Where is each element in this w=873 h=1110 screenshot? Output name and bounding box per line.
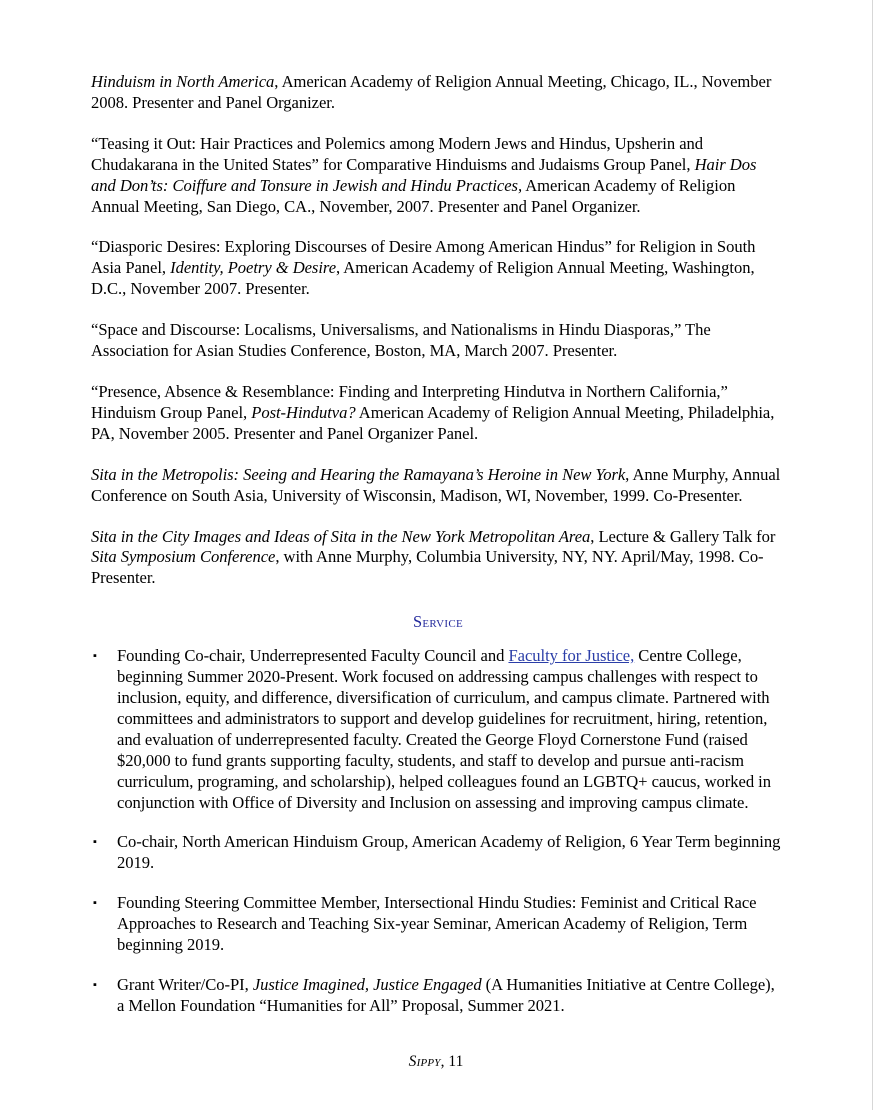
service-grant-writer-co-pi-run-0: Grant Writer/Co-PI, bbox=[117, 975, 253, 994]
service-grant-writer-co-pi-text bbox=[117, 975, 775, 1015]
service-founding-co-chair-text bbox=[117, 646, 771, 811]
presentation-sita-in-the-city-run-0: Sita in the City Images and Ideas of Sita in the New York Metropolitan Area bbox=[91, 526, 591, 546]
presentation-hinduism-north-america-run-1: , American Academy of Religion Annual Meeting, Chicago, IL., November 2008. Presenter and Panel Organizer. bbox=[91, 72, 772, 112]
service-founding-steering-committee-member-run-0: Founding Steering Committee Member, Intersectional Hindu Studies: Feminist and Critical Race Approaches to Research and Teaching Six-year Seminar, American Academy of Religion, Term beginning 2019. bbox=[117, 893, 757, 955]
bullet-marker-icon: ▪ bbox=[93, 650, 97, 663]
service-founding-co-chair-run-2: Centre College, beginning Summer 2020-Present. Work focused on addressing campus challenges with respect to inclusion, equity, and difference, diversification of curriculum, and campus climate. Partnered with committees and administrators to support and develop guidelines for recruitment, hiring, retention, and evaluation of underrepresented faculty. Created the George Floyd Cornerstone Fund (raised $20,000 to fund grants supporting faculty, students, and staff to develop and pursue anti-racism curriculum, programing, and scholarship), helped colleagues found an LGBTQ+ caucus, worked in conjunction with Office of Diversity and Inclusion on assessing and improving campus climate. bbox=[117, 646, 771, 812]
service-founding-co-chair-link[interactable]: Faculty for Justice, bbox=[508, 646, 635, 666]
presentation-diasporic-desires bbox=[91, 237, 785, 300]
presentation-space-and-discourse bbox=[91, 320, 785, 362]
presentation-teasing-it-out-run-1: Hair Dos and Don’ts: Coiffure and Tonsure in Jewish and Hindu Practices, bbox=[91, 154, 757, 195]
presentation-space-and-discourse-run-1: , bbox=[669, 320, 674, 340]
presentation-space-and-discourse-run-0: “Space and Discourse: Localisms, Universalisms, and Nationalisms in Hindu Diasporas bbox=[91, 320, 670, 340]
service-grant-writer-co-pi-run-1: Justice Imagined, Justice Engaged bbox=[252, 975, 482, 994]
presentation-sita-in-the-metropolis bbox=[91, 465, 785, 507]
presentation-diasporic-desires-run-2: , American Academy of Religion Annual Meeting, Washington, D.C., November 2007. Presenter. bbox=[91, 258, 755, 299]
document-body bbox=[91, 72, 785, 1017]
presentation-presence-absence-resemblance-run-0: “Presence, Absence & Resemblance: Finding and Interpreting Hindutva in Northern California,” Hinduism Group Panel, bbox=[91, 381, 728, 422]
presentation-presence-absence-resemblance-run-1: Post-Hindutva? bbox=[251, 402, 356, 422]
presentation-sita-in-the-metropolis-run-1: , Anne Murphy, Annual Conference on South Asia, University of Wisconsin, Madison, WI, November, 1999. Co-Presenter. bbox=[91, 464, 781, 505]
service-founding-co-chair-run-0: Founding Co-chair, Underrepresented Faculty Council and bbox=[117, 646, 509, 666]
bullet-marker-icon: ▪ bbox=[93, 979, 97, 991]
service-founding-co-chair bbox=[91, 646, 785, 813]
presentations-list bbox=[91, 72, 785, 589]
service-founding-steering-committee-member bbox=[91, 893, 785, 956]
presentation-diasporic-desires-run-0: “Diasporic Desires: Exploring Discourses of Desire Among American Hindus” for Religion in South Asia Panel, bbox=[91, 237, 756, 278]
presentation-sita-in-the-city-run-1: , Lecture & Gallery Talk for bbox=[590, 526, 776, 546]
presentation-sita-in-the-metropolis-run-0: Sita in the Metropolis: Seeing and Hearing the Ramayana’s Heroine in New York bbox=[91, 464, 626, 484]
presentation-space-and-discourse-run-3: , bbox=[366, 341, 371, 361]
presentation-sita-in-the-city-run-3: , with Anne Murphy, Columbia University, NY, NY. April/May, 1998. Co-Presenter. bbox=[91, 547, 764, 588]
service-co-chair-north-american-hinduism-group bbox=[91, 832, 785, 874]
presentation-space-and-discourse-run-4: Boston, MA, March 2007. Presenter. bbox=[370, 341, 618, 361]
presentation-sita-in-the-city bbox=[91, 527, 785, 590]
page-footer bbox=[0, 1052, 872, 1071]
presentation-space-and-discourse-run-2: ” The Association for Asian Studies Conference bbox=[91, 320, 711, 361]
service-co-chair-north-american-hinduism-group-text bbox=[117, 832, 780, 872]
bullet-marker-icon: ▪ bbox=[93, 897, 97, 910]
presentation-teasing-it-out bbox=[91, 134, 785, 218]
footer-page-number: 11 bbox=[448, 1053, 464, 1070]
presentation-presence-absence-resemblance-run-2: American Academy of Religion Annual Meeting, Philadelphia, PA, November 2005. Presenter and Panel Organizer Panel. bbox=[91, 402, 775, 443]
service-items-list bbox=[91, 646, 785, 1017]
footer-author: Sippy bbox=[408, 1053, 441, 1070]
presentation-presence-absence-resemblance bbox=[91, 382, 785, 445]
presentation-diasporic-desires-run-1: Identity, Poetry & Desire bbox=[170, 258, 337, 278]
service-founding-steering-committee-member-text bbox=[117, 893, 756, 954]
service-co-chair-north-american-hinduism-group-run-0: Co-chair, North American Hinduism Group, American Academy of Religion, 6 Year Term beginning 2019. bbox=[117, 832, 781, 873]
presentation-teasing-it-out-run-2: American Academy of Religion Annual Meeting, San Diego, CA., November, 2007. Presenter and Panel Organizer. bbox=[91, 175, 736, 216]
service-grant-writer-co-pi bbox=[91, 975, 785, 1017]
presentation-hinduism-north-america-run-0: Hinduism in North America bbox=[91, 72, 275, 91]
presentation-sita-in-the-city-run-2: Sita Symposium Conference bbox=[91, 547, 276, 567]
presentation-hinduism-north-america bbox=[91, 72, 785, 114]
section-heading-service: Service bbox=[412, 612, 464, 632]
presentation-teasing-it-out-run-0: “Teasing it Out: Hair Practices and Polemics among Modern Jews and Hindus, Upsherin and Chudakarana in the United States” for Comparative Hinduisms and Judaisms Group Panel, bbox=[91, 133, 704, 174]
service-grant-writer-co-pi-run-2: (A Humanities Initiative at Centre College), a Mellon Foundation “Humanities for All” Proposal, Summer 2021. bbox=[117, 975, 775, 1015]
footer-separator: , bbox=[440, 1053, 449, 1070]
bullet-marker-icon: ▪ bbox=[93, 836, 97, 849]
